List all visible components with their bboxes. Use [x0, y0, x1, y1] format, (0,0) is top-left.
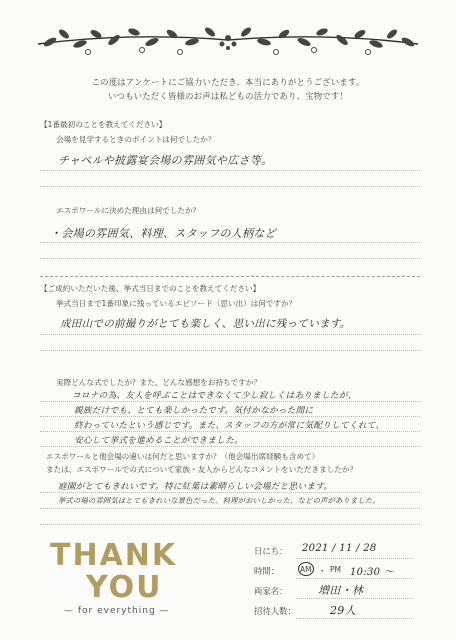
answer-ceremony-line-2: 親族だけでも、とても楽しかったです。気付かなかった間に	[74, 406, 314, 416]
date-value: 2021 / 11 / 28	[302, 543, 377, 554]
answer-rule	[40, 242, 420, 243]
guest-count-label: 招待人数：	[254, 606, 296, 616]
question-family-comments: または、エスポワールでの式について家族・友人からどんなコメントをいただきましたか？	[46, 465, 358, 474]
leaf-garland-decoration	[30, 22, 426, 62]
intro-line-2: いつもいただく皆様のお声は私どもの活力であり、宝物です！	[107, 91, 349, 101]
section-2-heading: 【ご成約いただいた後、挙式当日までのことを教えてください】	[40, 284, 261, 293]
couple-name-label: 両家名：	[254, 586, 288, 596]
answer-ceremony-line-1: コロナの為、友人を呼ぶことはできなくて少し寂しくはありましたが、	[72, 391, 357, 401]
answer-rule	[40, 524, 420, 525]
answer-rule	[40, 170, 420, 171]
intro-line-1: この度はアンケートにご協力いただき、本当にありがとうございます。	[91, 77, 365, 87]
am-option: AM	[300, 565, 312, 574]
section-1-heading: 【1番最初のことを教えてください】	[40, 120, 167, 129]
question-reason-chosen: エスポワールに決めた理由は何でしたか？	[56, 206, 201, 215]
answer-ceremony-line-4: 安心して挙式を進めることができました。	[74, 436, 243, 446]
pm-option: PM	[330, 565, 341, 574]
answer-rule	[40, 334, 420, 335]
answer-rule	[40, 492, 420, 493]
question-other-venues: エスポワールと他会場の違いは何だと思いますか？（他会場出席経験も含めて）	[46, 452, 320, 461]
answer-ceremony-line-3: 終わっていたという感じです。また、スタッフの方が常に気配りしてくれて、	[74, 421, 385, 431]
couple-name-value: 増田・林	[318, 584, 364, 597]
answer-other-venues-line-1: 庭園がとてもきれいです。特に紅葉は素晴らしい会場だと思います。	[58, 482, 333, 492]
answer-rule	[40, 186, 420, 187]
question-memorable-episode: 挙式当日まで1番印象に残っているエピソード（思い出）は何ですか？	[56, 299, 297, 308]
time-value: 10:30 〜	[350, 567, 395, 578]
answer-rule	[40, 350, 420, 351]
answer-rule	[40, 431, 420, 432]
thank-you-word-you: YOU	[86, 570, 163, 605]
answer-viewing-points: チャペルや披露宴会場の雰囲気や広さ等。	[58, 154, 273, 167]
am-pm-separator: ・	[318, 566, 327, 576]
time-rule	[296, 578, 412, 579]
answer-rule	[40, 508, 420, 509]
thank-you-tagline: — for everything —	[64, 606, 170, 616]
answer-rule	[40, 258, 420, 259]
guest-count-value: 29人	[330, 604, 356, 617]
section-divider	[40, 276, 420, 277]
question-ceremony-impression: 実際どんな式でしたか？また、どんな感想をお持ちですか？	[56, 378, 261, 387]
answer-other-venues-line-2: 挙式の場の雰囲気はとてもきれいな景色だった。料理がおいしかった、などの声がありました。	[58, 496, 380, 505]
answer-reason-chosen: ・会場の雰囲気、料理、スタッフの人柄など	[50, 227, 276, 240]
date-label: 日にち：	[254, 546, 288, 556]
thank-you-logo	[50, 540, 177, 616]
date-rule	[296, 558, 412, 559]
answer-rule	[40, 446, 420, 447]
answer-rule	[40, 401, 420, 402]
thank-you-word-thank: THANK	[50, 538, 178, 573]
time-label: 時間：	[254, 566, 280, 576]
answer-memorable-episode: 成田山での前撮りがとても楽しく、思い出に残っています。	[60, 318, 351, 330]
answer-rule	[40, 416, 420, 417]
question-viewing-points: 会場を見学するときのポイントは何でしたか？	[56, 135, 216, 144]
guest-count-rule	[296, 618, 412, 619]
couple-name-rule	[296, 598, 412, 599]
